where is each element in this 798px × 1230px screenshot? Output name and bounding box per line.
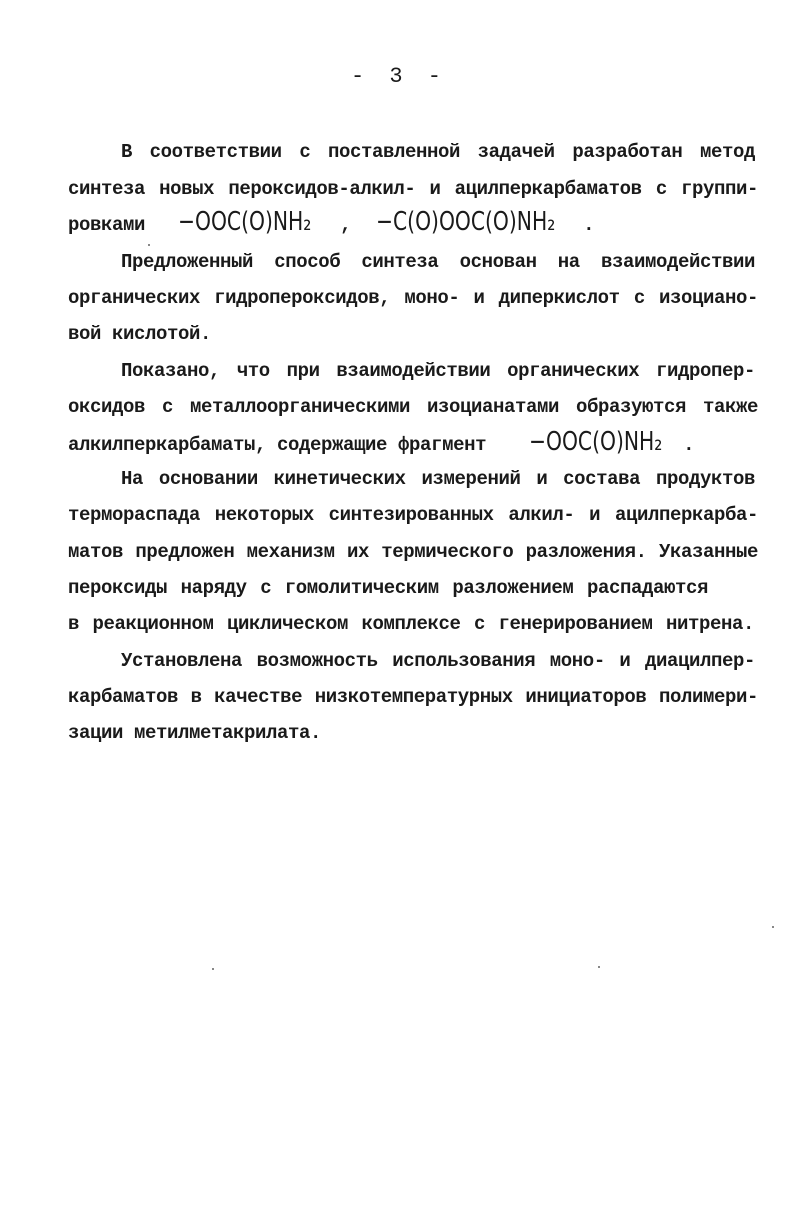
paragraph-2-line-2: органических гидропероксидов, моно- и диперкислот с изоциано- [68, 287, 758, 309]
paragraph-3-line-3 [68, 427, 758, 457]
paragraph-1-line-1: В соответствии с поставленной задачей разработан метод [121, 141, 755, 163]
paragraph-5-line-2: карбаматов в качестве низкотемпературных инициаторов полимери- [68, 686, 758, 708]
paragraph-5-line-3: зации метилметакрилата. [68, 722, 322, 744]
paragraph-4-line-5: в реакционном циклическом комплексе с генерированием нитрена. [68, 613, 754, 635]
paragraph-1-line-3-prefix: ровками [68, 214, 146, 236]
paragraph-4-line-3: матов предложен механизм их термического разложения. Указанные [68, 541, 758, 563]
paragraph-1-line-2: синтеза новых пероксидов-алкил- и ацилперкарбаматов с группи- [68, 178, 758, 200]
paragraph-2-line-3: вой кислотой. [68, 323, 212, 345]
formula-peroxy-carbamate-fragment: −OOC(O)NH₂ [529, 427, 663, 457]
paragraph-1-line-3-suffix: . [583, 214, 595, 236]
paragraph-1-line-3 [68, 207, 758, 237]
page-number: - 3 - [350, 64, 447, 89]
paragraph-4-line-4: пероксиды наряду с гомолитическим разложением распадаются [68, 577, 708, 599]
paragraph-5-line-1: Установлена возможность использования моно- и диацилпер- [121, 650, 755, 672]
paragraph-4-line-2: терморaспада некоторых синтезированных алкил- и ацилперкарба- [68, 504, 758, 526]
formula-acyl-peroxy-carbamate: −C(O)OOC(O)NH₂ [376, 207, 556, 237]
scan-speck [772, 926, 774, 928]
scan-speck [148, 244, 150, 246]
scan-speck [212, 968, 214, 970]
paragraph-3-line-3-prefix: алкилперкарбаматы, содержащие фрагмент [68, 434, 487, 456]
paragraph-3-line-2: оксидов с металлоорганическими изоцианатами образуются также [68, 396, 758, 418]
formula-separator: , [340, 214, 352, 236]
paragraph-4-line-1: На основании кинетических измерений и состава продуктов [121, 468, 755, 490]
scan-speck [598, 966, 600, 968]
paragraph-3-line-3-suffix: . [683, 434, 695, 456]
paragraph-3-line-1: Показано, что при взаимодействии органических гидропер- [121, 360, 755, 382]
formula-peroxy-carbamate: −OOC(O)NH₂ [178, 207, 312, 237]
paragraph-2-line-1: Предложенный способ синтеза основан на взаимодействии [121, 251, 755, 273]
